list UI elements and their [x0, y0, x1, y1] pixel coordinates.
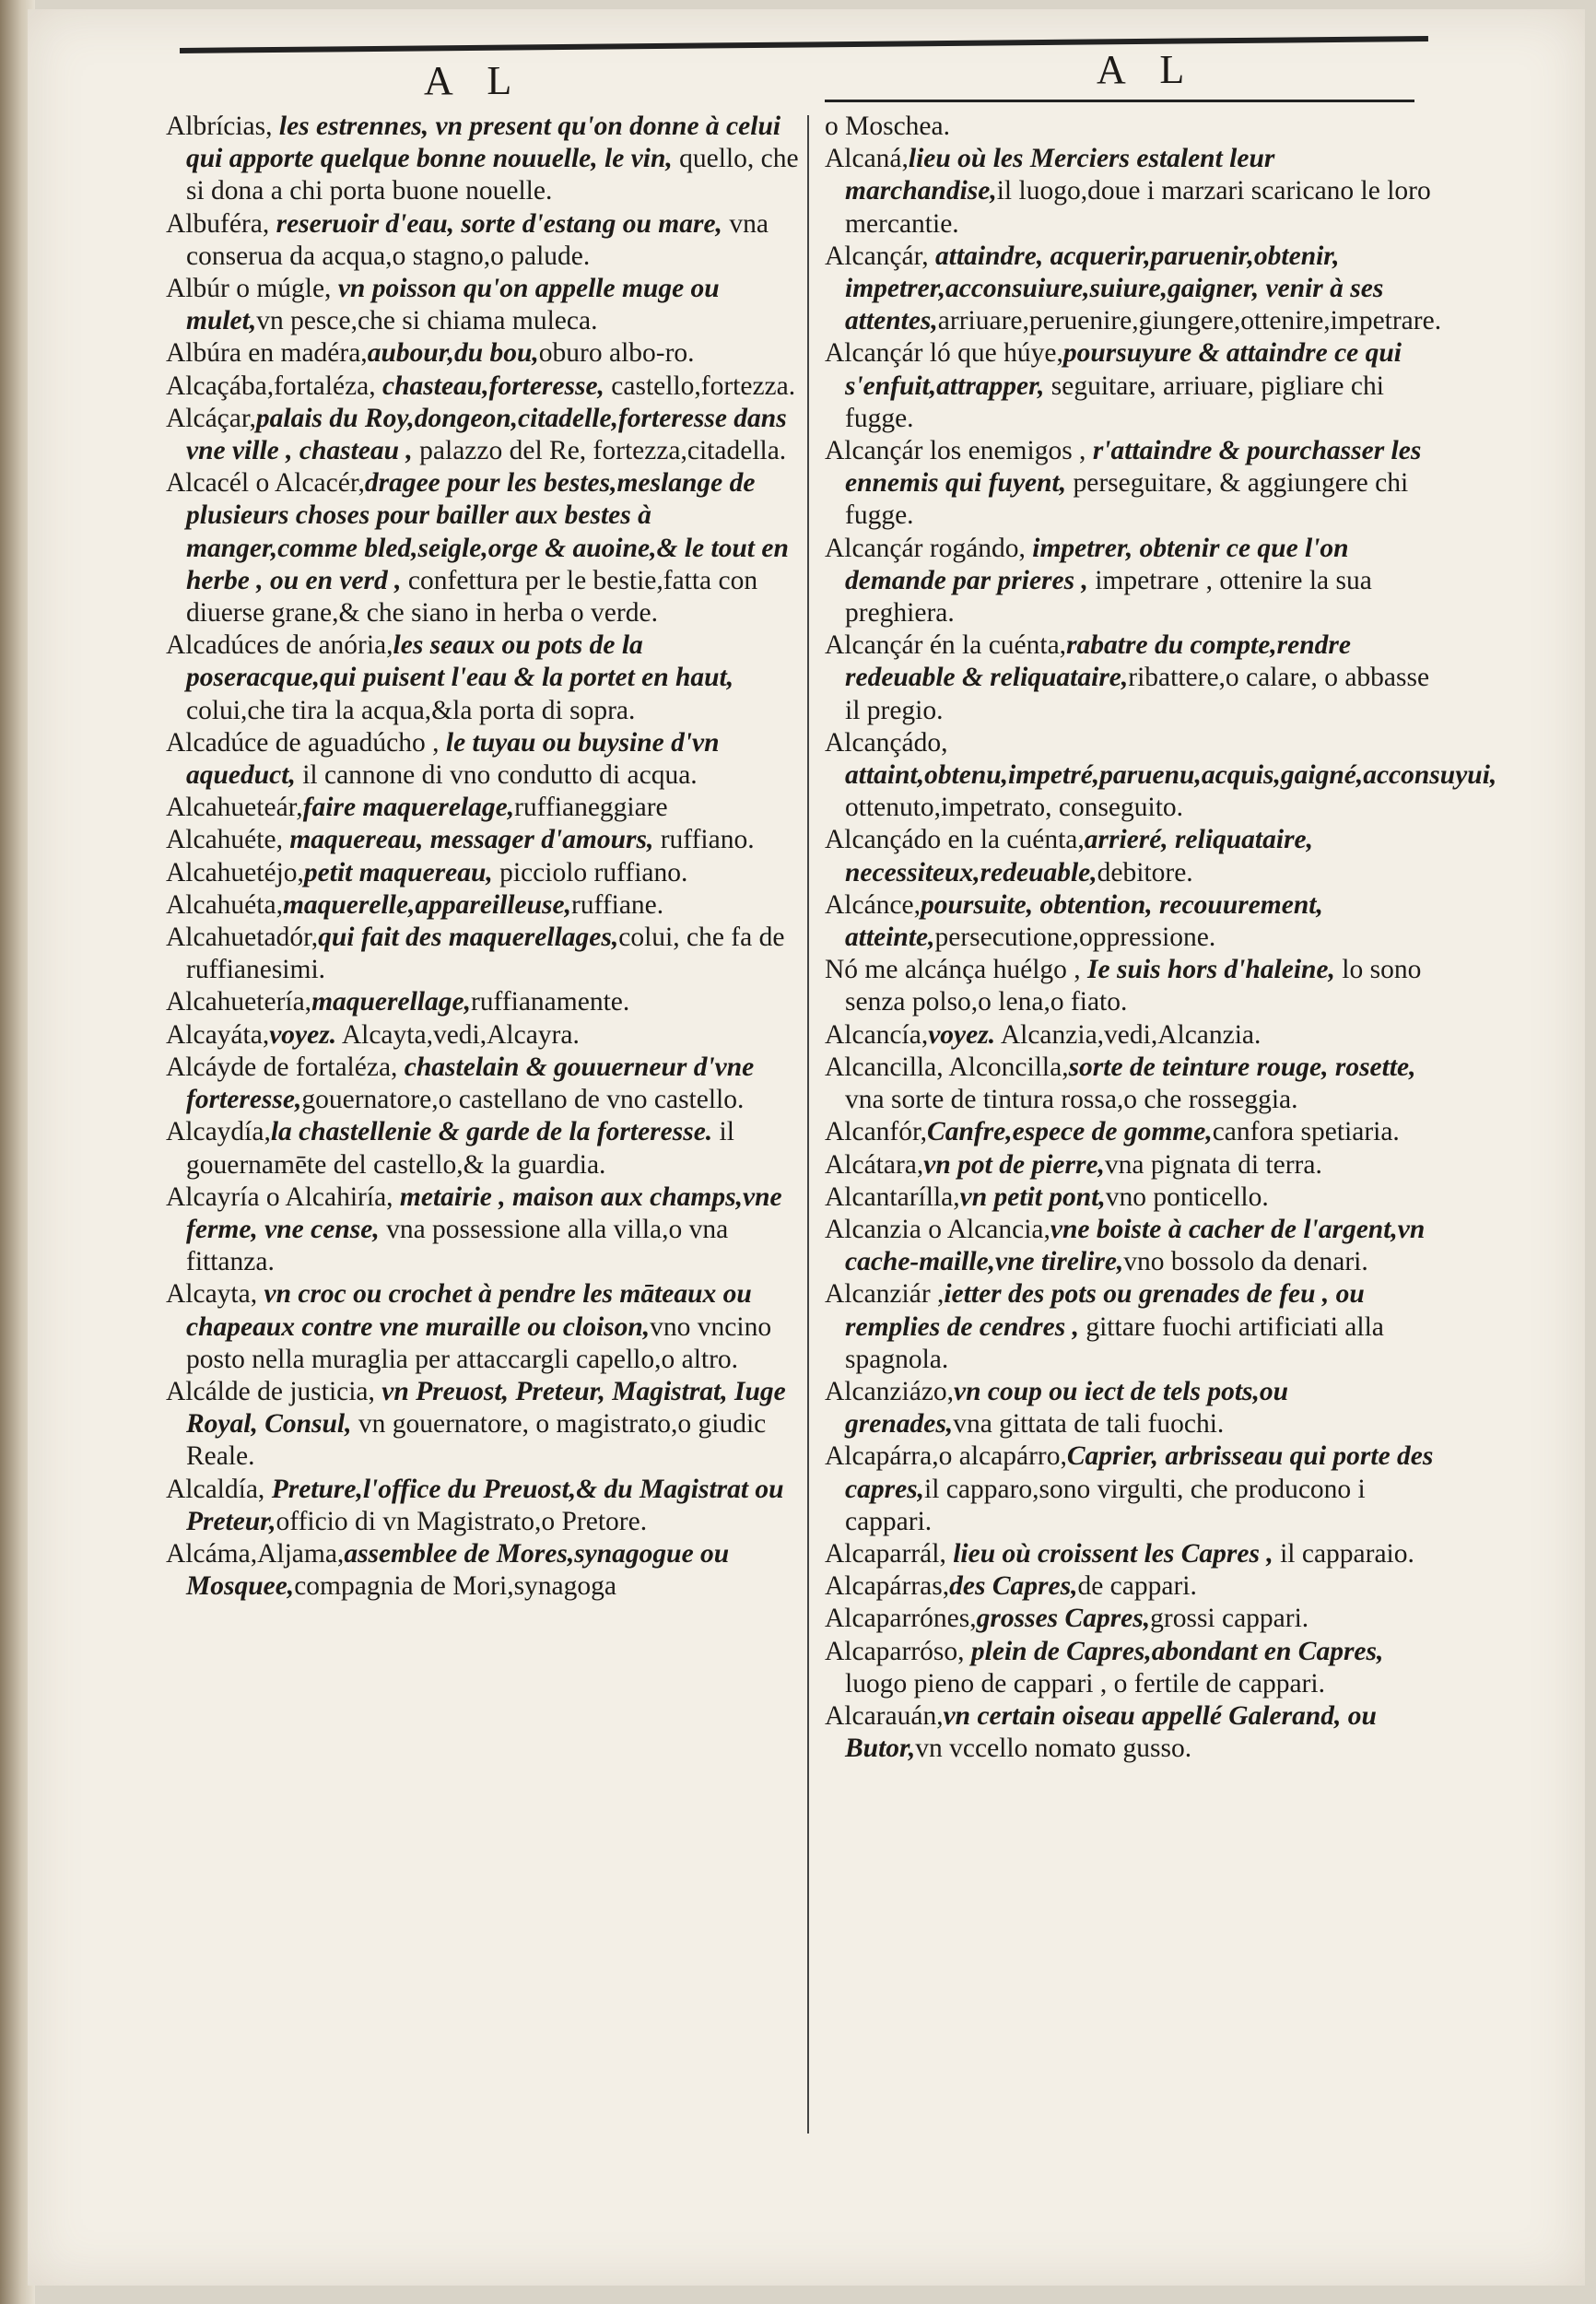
- entry-headword: Alcahuetadór,: [166, 923, 319, 953]
- entry-french: la chastellenie & garde de la forteresse.: [270, 1117, 713, 1147]
- entry-headword: Albuféra,: [166, 208, 270, 239]
- entry-french: vn Preuost, Preteur, Magistrat, Iuge Royal, Consul,: [186, 1376, 786, 1440]
- entry-french: reseruoir d'eau, sorte d'estang ou mare,: [269, 208, 722, 239]
- entry-headword: Alcáyde de fortaléza,: [166, 1052, 398, 1082]
- dictionary-entry: [166, 792, 802, 824]
- entry-italian: canfora spetiaria.: [1212, 1117, 1400, 1147]
- entry-italian: ruffiane.: [570, 889, 664, 920]
- entry-italian: perseguitare, & aggiungere chi fugge.: [845, 468, 1409, 531]
- entry-headword: Alcayría o Alcahiría,: [166, 1181, 393, 1212]
- entry-italian: compagnia de Mori,synagoga: [294, 1571, 616, 1602]
- entry-italian: vna pignata di terra.: [1104, 1149, 1322, 1180]
- dictionary-entry: [166, 273, 802, 337]
- entry-italian: luogo pieno de cappari , o fertile de cappari.: [845, 1668, 1325, 1699]
- dictionary-entry: [166, 1538, 802, 1603]
- entry-french: lieu où les Merciers estalent leur marchandise,: [845, 144, 1275, 206]
- entry-italian: picciolo ruffiano.: [492, 857, 688, 888]
- dictionary-entry: [825, 1116, 1438, 1148]
- dictionary-entry: [166, 337, 802, 370]
- entry-french: vn poisson qu'on appelle muge ou mulet,: [186, 274, 720, 336]
- entry-headword: Alcançár én la cuénta,: [825, 630, 1067, 661]
- entry-italian: persecutione,oppressione.: [934, 923, 1216, 953]
- entry-headword: Alcayta,: [166, 1279, 258, 1310]
- entry-french: Caprier, arbrisseau qui porte des capres,: [845, 1441, 1434, 1504]
- entry-italian: vna conserua da acqua,o stagno,o palude.: [186, 208, 769, 271]
- entry-headword: Alcaparrónes,: [825, 1604, 977, 1634]
- entry-italian: il capparaio.: [1273, 1538, 1414, 1569]
- entry-italian: ruffiano.: [653, 825, 755, 855]
- dictionary-entry: [825, 727, 1497, 825]
- dictionary-entry: [166, 467, 802, 629]
- entry-headword: Alcaldía,: [166, 1474, 265, 1504]
- entry-headword: Alcancía,: [825, 1019, 929, 1050]
- dictionary-entry: [825, 533, 1438, 630]
- dictionary-entry: [825, 1278, 1438, 1376]
- entry-french: aubour,du bou,: [367, 338, 539, 369]
- dictionary-entry: [825, 1700, 1438, 1765]
- entry-italian: impetrare , ottenire la sua preghiera.: [845, 565, 1372, 629]
- entry-headword: Alcáma,Aljama,: [166, 1538, 345, 1569]
- dictionary-entry: [166, 1181, 802, 1279]
- entry-headword: Alcançádo en la cuénta,: [825, 825, 1085, 855]
- entry-headword: Nó me alcánça huélgo ,: [825, 955, 1081, 985]
- entry-italian: de cappari.: [1077, 1571, 1197, 1602]
- entry-french: vne boiste à cacher de l'argent,vn cache-maille,vne tirelire,: [845, 1214, 1426, 1277]
- dictionary-entry: [166, 629, 802, 727]
- entry-french: les seaux ou pots de la poseracque,qui puisent l'eau & la portet en haut,: [186, 630, 734, 693]
- entry-headword: Alcánce,: [825, 889, 921, 920]
- entry-headword: Alcahuetéjo,: [166, 857, 304, 888]
- entry-french: petit maquereau,: [303, 857, 493, 888]
- dictionary-entry: [166, 1019, 802, 1052]
- entry-french: grosses Capres,: [976, 1604, 1151, 1634]
- dictionary-entry: [825, 143, 1438, 241]
- entry-italian: il capparo,sono virgulti, che producono i cappari.: [845, 1474, 1366, 1536]
- entry-french: Canfre,espece de gomme,: [927, 1117, 1213, 1147]
- dictionary-entry: [166, 1376, 802, 1474]
- entry-headword: Alcaydía,: [166, 1117, 271, 1147]
- entry-french: Ie suis hors d'haleine,: [1080, 955, 1335, 985]
- entry-french: les estrennes, vn present qu'on donne à celui qui apporte quelque bonne nouuelle, le vin,: [186, 112, 781, 174]
- entry-italian: lo sono senza polso,o lena,o fiato.: [845, 955, 1422, 1017]
- entry-french: vn pot de pierre,: [923, 1149, 1105, 1180]
- entry-headword: Alcapárras,: [825, 1571, 950, 1602]
- entry-italian: vn vccello nomato gusso.: [915, 1734, 1192, 1764]
- entry-headword: Alcançádo,: [825, 727, 948, 758]
- entry-italian: vno bossolo da denari.: [1123, 1247, 1368, 1277]
- entry-italian: arriuare,peruenire,giungere,ottenire,impetrare.: [937, 306, 1442, 336]
- entry-italian: vna possessione alla villa,o vna fittanza.: [186, 1214, 729, 1277]
- dictionary-entry: [825, 435, 1438, 533]
- entry-italian: ruffianamente.: [470, 987, 630, 1017]
- dictionary-entry: [166, 1052, 802, 1116]
- entry-italian: debitore.: [1097, 857, 1193, 888]
- entry-french: plein de Capres,abondant en Capres,: [964, 1636, 1384, 1666]
- entry-french: impetrer, obtenir ce que l'on demande par prieres ,: [845, 533, 1349, 595]
- entry-headword: Alcançár,: [825, 241, 929, 271]
- entry-french: rabatre du compte,rendre redeuable & reliquataire,: [845, 630, 1351, 693]
- entry-headword: Alcarauán,: [825, 1700, 944, 1731]
- entry-french: chasteau,forteresse,: [375, 370, 604, 401]
- dictionary-entry: [166, 111, 802, 208]
- entry-headword: Alcahueteár,: [166, 793, 303, 823]
- entry-french: dragee pour les bestes,meslange de plusieurs choses pour bailler aux bestes à manger,comme bled,seigle,orge & auoine,& le tout en herbe , ou en verd ,: [186, 468, 789, 595]
- entry-headword: Albrícias,: [166, 112, 273, 141]
- dictionary-entry: [825, 1440, 1438, 1538]
- entry-french: faire maquerelage,: [302, 793, 515, 823]
- entry-italian: quello, che si dona a chi porta buone nouelle.: [186, 144, 799, 206]
- entry-french: vn certain oiseau appellé Galerand, ou Butor,: [845, 1700, 1377, 1764]
- right-column: [825, 111, 1497, 1765]
- entry-french: des Capres,: [949, 1571, 1078, 1602]
- entry-headword: Alcahuetería,: [166, 987, 312, 1017]
- dictionary-entry: [166, 986, 802, 1018]
- entry-french: assemblee de Mores,synagogue ou Mosquee,: [186, 1538, 730, 1602]
- entry-french: qui fait des maquerellages,: [318, 923, 619, 953]
- entry-headword: Alcaçába,fortaléza,: [166, 370, 376, 401]
- entry-headword: Alcanziár ,: [825, 1279, 945, 1310]
- entry-french: palais du Roy,dongeon,citadelle,forteresse dans vne ville , chasteau ,: [186, 403, 787, 466]
- entry-french: le tuyau ou buysine d'vn aqueduct,: [186, 727, 720, 791]
- dictionary-entry: [166, 1278, 802, 1376]
- entry-headword: Albúra en madéra,: [166, 338, 368, 369]
- entry-italian: seguitare, arriuare, pigliare chi fugge.: [845, 370, 1384, 433]
- dictionary-entry: [166, 824, 802, 856]
- entry-italian: grossi cappari.: [1150, 1604, 1309, 1634]
- entry-french: poursuyure & attaindre ce qui s'enfuit,attrapper,: [845, 338, 1402, 401]
- entry-italian: officio di vn Magistrato,o Pretore.: [276, 1506, 648, 1536]
- entry-headword: Alcahuéta,: [166, 889, 283, 920]
- entry-french: ietter des pots ou grenades de feu , ou remplies de cendres ,: [845, 1279, 1365, 1342]
- dictionary-entry: [825, 1570, 1438, 1603]
- running-head-left: A L: [424, 58, 525, 103]
- entry-french: sorte de teinture rouge, rosette,: [1068, 1052, 1416, 1082]
- entry-french: lieu où croissent les Capres ,: [945, 1538, 1273, 1569]
- entry-french: vn coup ou iect de tels pots,ou grenades,: [845, 1376, 1289, 1440]
- dictionary-entry: [825, 1538, 1438, 1570]
- entry-french: maquerelle,appareilleuse,: [282, 889, 571, 920]
- entry-headword: Alcancilla, Alconcilla,: [825, 1052, 1069, 1082]
- entry-headword: Alcantarílla,: [825, 1181, 960, 1212]
- entry-headword: Alcahuéte,: [166, 825, 283, 855]
- entry-headword: Alcátara,: [825, 1149, 924, 1180]
- entry-italian: o Moschea.: [825, 112, 950, 141]
- entry-headword: Alcacél o Alcacér,: [166, 468, 365, 499]
- entry-french: chastelain & gouuerneur d'vne forteresse,: [186, 1052, 755, 1115]
- entry-italian: vno ponticello.: [1105, 1181, 1269, 1212]
- entry-italian: gouernatore,o castellano de vno castello.: [301, 1085, 745, 1115]
- dictionary-entry: [825, 889, 1438, 954]
- entry-italian: il luogo,doue i marzari scaricano le loro mercantie.: [845, 176, 1431, 239]
- entry-french: maquerellage,: [311, 987, 471, 1017]
- dictionary-entry: [825, 824, 1438, 888]
- entry-french: Preture,l'office du Preuost,& du Magistrat ou Preteur,: [186, 1474, 784, 1536]
- dictionary-entry: [166, 1474, 802, 1538]
- entry-italian: vna sorte de tintura rossa,o che rosseggia.: [845, 1085, 1298, 1115]
- entry-italian: colui,che tira la acqua,&la porta di sopra.: [186, 695, 636, 725]
- entry-headword: Alcapárra,o alcapárro,: [825, 1441, 1067, 1472]
- entry-headword: Albúr o múgle,: [166, 274, 332, 304]
- entry-italian: Alcanzia,vedi,Alcanzia.: [995, 1019, 1262, 1050]
- dictionary-entry: [825, 1052, 1438, 1116]
- entry-french: vn croc ou crochet à pendre les māteaux ou chapeaux contre vne muraille ou cloison,: [186, 1279, 752, 1342]
- entry-french: metairie , maison aux champs,vne ferme, vne cense,: [186, 1181, 782, 1244]
- dictionary-entry: [825, 241, 1442, 338]
- entry-headword: Alcálde de justicia,: [166, 1376, 375, 1406]
- entry-italian: ottenuto,impetrato, conseguito.: [845, 793, 1184, 823]
- entry-italian: colui, che fa de ruffianesimi.: [186, 923, 785, 985]
- entry-french: poursuite, obtention, recouurement, atteinte,: [845, 889, 1323, 953]
- entry-french: voyez.: [928, 1019, 996, 1050]
- dictionary-entry: [166, 922, 802, 986]
- dictionary-entry: [166, 370, 802, 403]
- entry-headword: Alcanfór,: [825, 1117, 928, 1147]
- dictionary-entry: [825, 1149, 1438, 1181]
- dictionary-entry: [166, 403, 802, 467]
- dictionary-entry: [825, 629, 1438, 727]
- entry-french: vn petit pont,: [959, 1181, 1106, 1212]
- dictionary-entry: [825, 111, 1438, 143]
- entry-french: maquereau, messager d'amours,: [282, 825, 654, 855]
- entry-headword: Alcançár los enemigos ,: [825, 436, 1086, 466]
- entry-italian: Alcayta,vedi,Alcayra.: [336, 1019, 580, 1050]
- entry-french: r'attaindre & pourchasser les ennemis qui fuyent,: [845, 436, 1422, 499]
- entry-italian: il gouernamēte del castello,& la guardia.: [186, 1117, 734, 1180]
- entry-italian: castello,fortezza.: [604, 370, 796, 401]
- entry-french: voyez.: [269, 1019, 337, 1050]
- entry-italian: gittare fuochi artificiati alla spagnola.: [845, 1311, 1384, 1374]
- entry-italian: ribattere,o calare, o abbasse il pregio.: [845, 663, 1430, 725]
- entry-italian: confettura per le bestie,fatta con diuerse grane,& che siano in herba o verde.: [186, 565, 758, 629]
- entry-italian: vna gittata de tali fuochi.: [953, 1409, 1225, 1440]
- entry-headword: Alcançár ló que húye,: [825, 338, 1063, 369]
- entry-headword: Alcaná,: [825, 144, 909, 174]
- entry-italian: ruffianeggiare: [514, 793, 668, 823]
- entry-headword: Alcadúces de anória,: [166, 630, 393, 661]
- dictionary-entry: [825, 1181, 1438, 1214]
- entry-headword: Alcayáta,: [166, 1019, 270, 1050]
- dictionary-entry: [166, 857, 802, 889]
- dictionary-entry: [825, 1636, 1438, 1700]
- entry-italian: vno vncino posto nella muraglia per attaccargli capello,o altro.: [186, 1311, 772, 1374]
- entry-french: attaindre, acquerir,paruenir,obtenir, impetrer,acconsuiure,suiure,gaigner, venir à ses attentes,: [845, 241, 1384, 336]
- entry-french: arrieré, reliquataire, necessiteux,redeuable,: [845, 825, 1314, 888]
- dictionary-entry: [166, 889, 802, 922]
- left-column: [166, 111, 802, 1603]
- dictionary-entry: [166, 208, 802, 273]
- entry-italian: oburo albo-ro.: [538, 338, 695, 369]
- entry-italian: palazzo del Re, fortezza,citadella.: [412, 436, 787, 466]
- dictionary-entry: [166, 727, 802, 792]
- entry-headword: Alcanzia o Alcancia,: [825, 1214, 1050, 1244]
- entry-italian: vn gouernatore, o magistrato,o giudic Reale.: [186, 1409, 767, 1472]
- running-head-right: A L: [1097, 47, 1198, 92]
- dictionary-entry: [166, 1116, 802, 1181]
- dictionary-entry: [825, 1603, 1438, 1635]
- entry-headword: Alcaparrál,: [825, 1538, 946, 1569]
- dictionary-entry: [825, 337, 1438, 435]
- entry-headword: Alcanziázo,: [825, 1376, 955, 1406]
- dictionary-entry: [825, 1214, 1438, 1278]
- entry-headword: Alcançár rogándo,: [825, 533, 1026, 563]
- entry-headword: Alcáçar,: [166, 403, 256, 433]
- dictionary-entry: [825, 1376, 1438, 1440]
- column-divider: [807, 115, 809, 2134]
- entry-french: attaint,obtenu,impetré,paruenu,acquis,gaigné,acconsuyui,: [845, 760, 1497, 791]
- dictionary-entry: [825, 1019, 1438, 1052]
- dictionary-entry: [825, 954, 1438, 1018]
- entry-italian: il cannone di vno condutto di acqua.: [295, 760, 698, 791]
- entry-headword: Alcadúce de aguadúcho ,: [166, 727, 440, 758]
- entry-headword: Alcaparróso,: [825, 1636, 965, 1666]
- header-rule-right: [825, 100, 1414, 102]
- entry-italian: vn pesce,che si chiama muleca.: [256, 306, 598, 336]
